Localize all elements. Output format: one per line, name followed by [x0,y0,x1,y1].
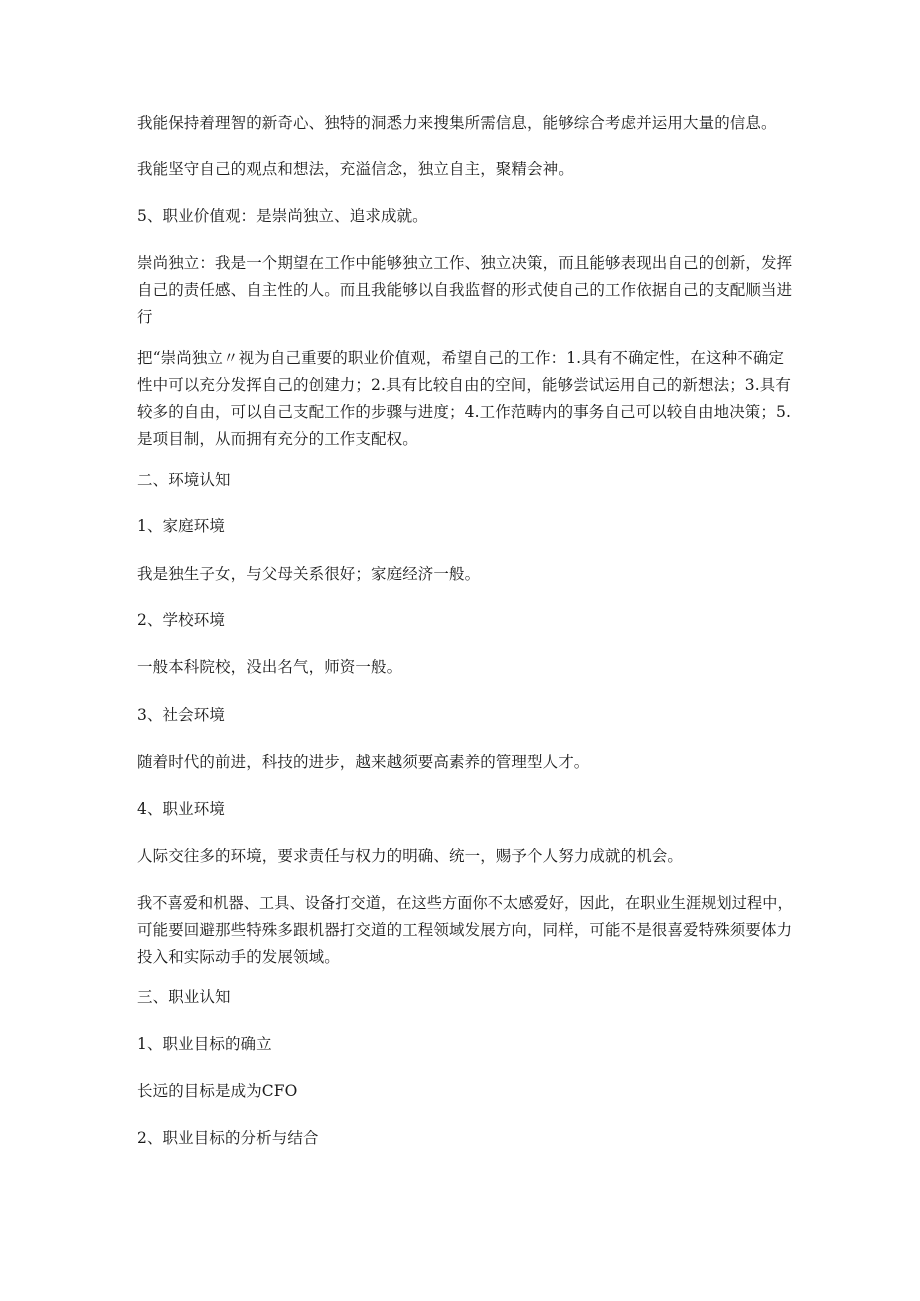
text-line: 2、学校环境 [137,611,225,629]
subheading-goal-analysis [137,1125,793,1152]
text-line: 随着时代的前进，科技的进步，越来越须要高素养的管理型人才。 [137,753,590,771]
paragraph-info-gathering [137,110,793,137]
subheading-school [137,607,793,634]
text-line: 是项目制，从而拥有充分的工作支配权。 [137,430,418,448]
text-line: 崇尚独立：我是一个期望在工作中能够独立工作、独立决策，而且能够表现出自己的创新，发挥 [137,254,793,272]
text-line: 1、职业目标的确立 [137,1035,272,1053]
text-line: 2、职业目标的分析与结合 [137,1129,319,1147]
paragraph-independence [137,250,793,331]
paragraph-self-belief [137,156,793,183]
paragraph-long-term-goal [137,1078,793,1105]
text-line: 4、职业环境 [137,800,225,818]
subheading-society [137,702,793,729]
subheading-family [137,513,793,540]
text-line: 二、环境认知 [137,471,231,489]
paragraph-school [137,654,793,681]
heading-career-values [137,203,793,230]
text-line: 我能坚守自己的观点和想法，充溢信念，独立自主，聚精会神。 [137,160,574,178]
text-line: 可能要回避那些特殊多跟机器打交道的工程领域发展方向，同样，可能不是很喜爱特殊须要体力 [137,921,793,939]
paragraph-work-expectations [137,345,793,453]
text-line: 3、社会环境 [137,706,225,724]
text-line: 三、职业认知 [137,988,231,1006]
text-line: 投入和实际动手的发展领域。 [137,948,340,966]
section-heading-environment [137,467,793,494]
text-line: 把“崇尚独立〃视为自己重要的职业价值观，希望自己的工作：1.具有不确定性，在这种不确定 [137,349,785,367]
paragraph-society [137,749,793,776]
text-line: 自己的责任感、自主性的人。而且我能够以自我监督的形式使自己的工作依据自己的支配顺当进 [137,281,793,299]
text-line: 人际交往多的环境，要求责任与权力的明确、统一，赐予个人努力成就的机会。 [137,847,684,865]
text-line: 行 [137,308,153,326]
text-line: 我不喜爱和机器、工具、设备打交道，在这些方面你不太感爱好，因此，在职业生涯规划过程中， [137,894,793,912]
text-line: 长远的目标是成为CFO [137,1082,298,1100]
text-line: 1、家庭环境 [137,517,225,535]
paragraph-career-env [137,843,793,870]
text-line: 一般本科院校，没出名气，师资一般。 [137,658,403,676]
text-line: 5、职业价值观：是崇尚独立、追求成就。 [137,207,428,225]
text-line: 我能保持着理智的新奇心、独特的洞悉力来搜集所需信息，能够综合考虑并运用大量的信息。 [137,114,777,132]
text-line: 较多的自由，可以自己支配工作的步骤与进度；4.工作范畴内的事务自己可以较自由地决策；5. [137,403,791,421]
subheading-goal-setting [137,1031,793,1058]
text-line: 我是独生子女，与父母关系很好；家庭经济一般。 [137,565,481,583]
text-line: 性中可以充分发挥自己的创建力；2.具有比较自由的空间，能够尝试运用自己的新想法；3.具有 [137,376,791,394]
section-heading-career [137,984,793,1011]
paragraph-machine-aversion [137,890,793,971]
paragraph-family [137,561,793,588]
subheading-career-env [137,796,793,823]
